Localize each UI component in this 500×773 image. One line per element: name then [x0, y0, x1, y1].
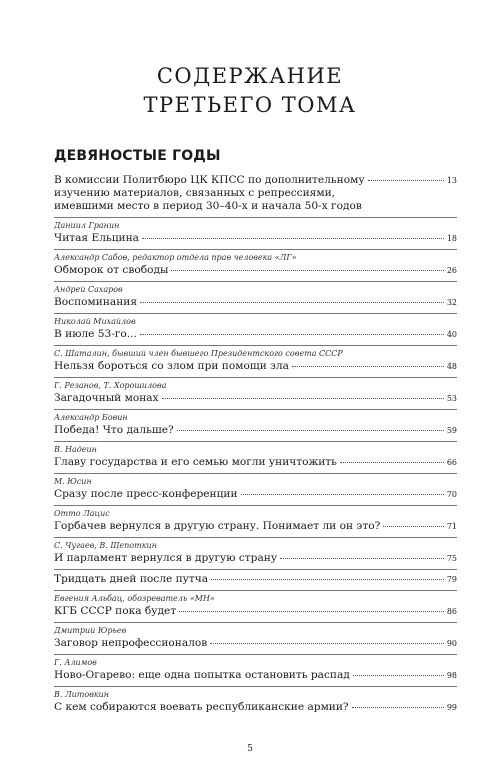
entry-divider [54, 686, 457, 687]
entry-page-number: 71 [446, 522, 457, 531]
entry-divider [54, 569, 457, 570]
entry-author: Александр Сабов, редактор отдела прав человека «ЛГ» [54, 253, 297, 262]
entry-author: В. Надеин [54, 445, 97, 454]
entry-divider [54, 537, 457, 538]
entry-page-number: 18 [446, 234, 457, 243]
entry-divider [54, 345, 457, 346]
entry-page-number: 98 [446, 671, 457, 680]
dot-leader [210, 643, 444, 644]
entry-title: Главу государства и его семью могли уничтожить [54, 456, 337, 468]
dot-leader [352, 707, 444, 708]
section-heading: ДЕВЯНОСТЫЕ ГОДЫ [54, 148, 221, 164]
entry-divider [54, 249, 457, 250]
entry-row [54, 552, 457, 565]
entry-author: Андрей Сахаров [54, 285, 123, 294]
entry-divider [54, 505, 457, 506]
dot-leader [383, 526, 444, 527]
toc-entry[interactable] [54, 349, 457, 373]
title-line-2: ТРЕТЬЕГО ТОМА [143, 93, 357, 117]
toc-entry[interactable] [54, 253, 457, 277]
entry-row [54, 232, 457, 245]
entry-page-number: 48 [446, 362, 457, 371]
entry-page-number: 86 [446, 607, 457, 616]
title-line-1: СОДЕРЖАНИЕ [156, 64, 344, 88]
toc-entry[interactable] [54, 690, 457, 714]
entry-title: Читая Ельцина [54, 232, 139, 244]
entry-row [54, 328, 457, 341]
entry-row [54, 573, 457, 586]
toc-entry[interactable] [54, 317, 457, 341]
toc-entry[interactable] [54, 594, 457, 618]
entry-author: С. Шаталин, бывший член бывшего Президентского совета СССР [54, 349, 343, 358]
entry-author: Даниил Гранин [54, 221, 120, 230]
entry-row [54, 264, 457, 277]
entry-divider [54, 409, 457, 410]
entry-page-number: 26 [446, 266, 457, 275]
page-number: 5 [247, 744, 253, 754]
entry-page-number: 79 [446, 575, 457, 584]
entry-row [54, 174, 457, 213]
table-of-contents [54, 174, 457, 714]
entry-divider [54, 281, 457, 282]
entry-title: Загадочный монах [54, 392, 159, 404]
toc-entry[interactable] [54, 509, 457, 533]
entry-page-number: 13 [446, 176, 457, 185]
dot-leader [368, 180, 444, 181]
entry-divider [54, 654, 457, 655]
dot-leader [179, 611, 444, 612]
entry-divider [54, 313, 457, 314]
entry-title: В комиссии Политбюро ЦК КПСС по дополнительному изучению материалов, связанных с репрессиями, имевшими место в период 30–40-х и начала 50-х годов [54, 174, 365, 212]
entry-row [54, 701, 457, 714]
entry-title: С кем собираются воевать республиканские армии? [54, 701, 349, 713]
entry-title: Воспоминания [54, 296, 138, 308]
entry-row [54, 360, 457, 373]
entry-row [54, 296, 457, 309]
dot-leader [140, 334, 444, 335]
dot-leader [171, 270, 443, 271]
toc-entry[interactable] [54, 285, 457, 309]
dot-leader [292, 366, 444, 367]
entry-row [54, 637, 457, 650]
toc-entry[interactable] [54, 573, 457, 586]
entry-row [54, 669, 457, 682]
entry-divider [54, 622, 457, 623]
entry-author: Александр Бовин [54, 413, 128, 422]
entry-page-number: 32 [446, 298, 457, 307]
dot-leader [140, 302, 444, 303]
entry-row [54, 520, 457, 533]
page-title [0, 62, 500, 120]
entry-page-number: 75 [446, 554, 457, 563]
entry-title: КГБ СССР пока будет [54, 605, 177, 617]
entry-row [54, 456, 457, 469]
dot-leader [177, 430, 444, 431]
entry-row [54, 605, 457, 618]
entry-divider [54, 590, 457, 591]
dot-leader [353, 675, 444, 676]
toc-entry[interactable] [54, 658, 457, 682]
entry-divider [54, 377, 457, 378]
entry-author: Г. Алимов [54, 658, 97, 667]
dot-leader [280, 558, 444, 559]
entry-author: Г. Резанов, Т. Хорошилова [54, 381, 167, 390]
entry-page-number: 53 [446, 394, 457, 403]
entry-row [54, 488, 457, 501]
dot-leader [211, 579, 444, 580]
entry-title: И парламент вернулся в другую страну [54, 552, 278, 564]
dot-leader [241, 494, 444, 495]
entry-page-number: 59 [446, 426, 457, 435]
entry-divider [54, 441, 457, 442]
entry-title: Победа! Что дальше? [54, 424, 174, 436]
toc-entry[interactable] [54, 626, 457, 650]
entry-row [54, 424, 457, 437]
entry-page-number: 66 [446, 458, 457, 467]
toc-entry[interactable] [54, 381, 457, 405]
entry-row [54, 392, 457, 405]
entry-title: Сразу после пресс-конференции [54, 488, 238, 500]
toc-entry[interactable] [54, 445, 457, 469]
dot-leader [340, 462, 444, 463]
entry-author: Отто Лацис [54, 509, 110, 518]
toc-entry[interactable] [54, 541, 457, 565]
entry-page-number: 40 [446, 330, 457, 339]
entry-divider [54, 217, 457, 218]
entry-author: М. Юсин [54, 477, 92, 486]
entry-title: Обморок от свободы [54, 264, 169, 276]
entry-author: Дмитрий Юрьев [54, 626, 127, 635]
toc-entry[interactable] [54, 221, 457, 245]
entry-author: Евгения Альбац, обозреватель «МН» [54, 594, 215, 603]
entry-title: Тридцать дней после путча [54, 573, 209, 585]
toc-entry[interactable] [54, 477, 457, 501]
entry-title: Заговор непрофессионалов [54, 637, 208, 649]
entry-author: С. Чугаев, В. Щепоткин [54, 541, 157, 550]
entry-title: Ново-Огарево: еще одна попытка остановить распад [54, 669, 350, 681]
dot-leader [142, 238, 444, 239]
entry-author: В. Литовкин [54, 690, 110, 699]
toc-entry[interactable] [54, 174, 457, 213]
entry-title: Нельзя бороться со злом при помощи зла [54, 360, 289, 372]
entry-title: В июле 53-го... [54, 328, 137, 340]
toc-entry[interactable] [54, 413, 457, 437]
entry-page-number: 70 [446, 490, 457, 499]
entry-page-number: 90 [446, 639, 457, 648]
dot-leader [162, 398, 444, 399]
entry-author: Николай Михайлов [54, 317, 136, 326]
entry-page-number: 99 [446, 703, 457, 712]
entry-title: Горбачев вернулся в другую страну. Понимает ли он это? [54, 520, 381, 532]
entry-divider [54, 473, 457, 474]
